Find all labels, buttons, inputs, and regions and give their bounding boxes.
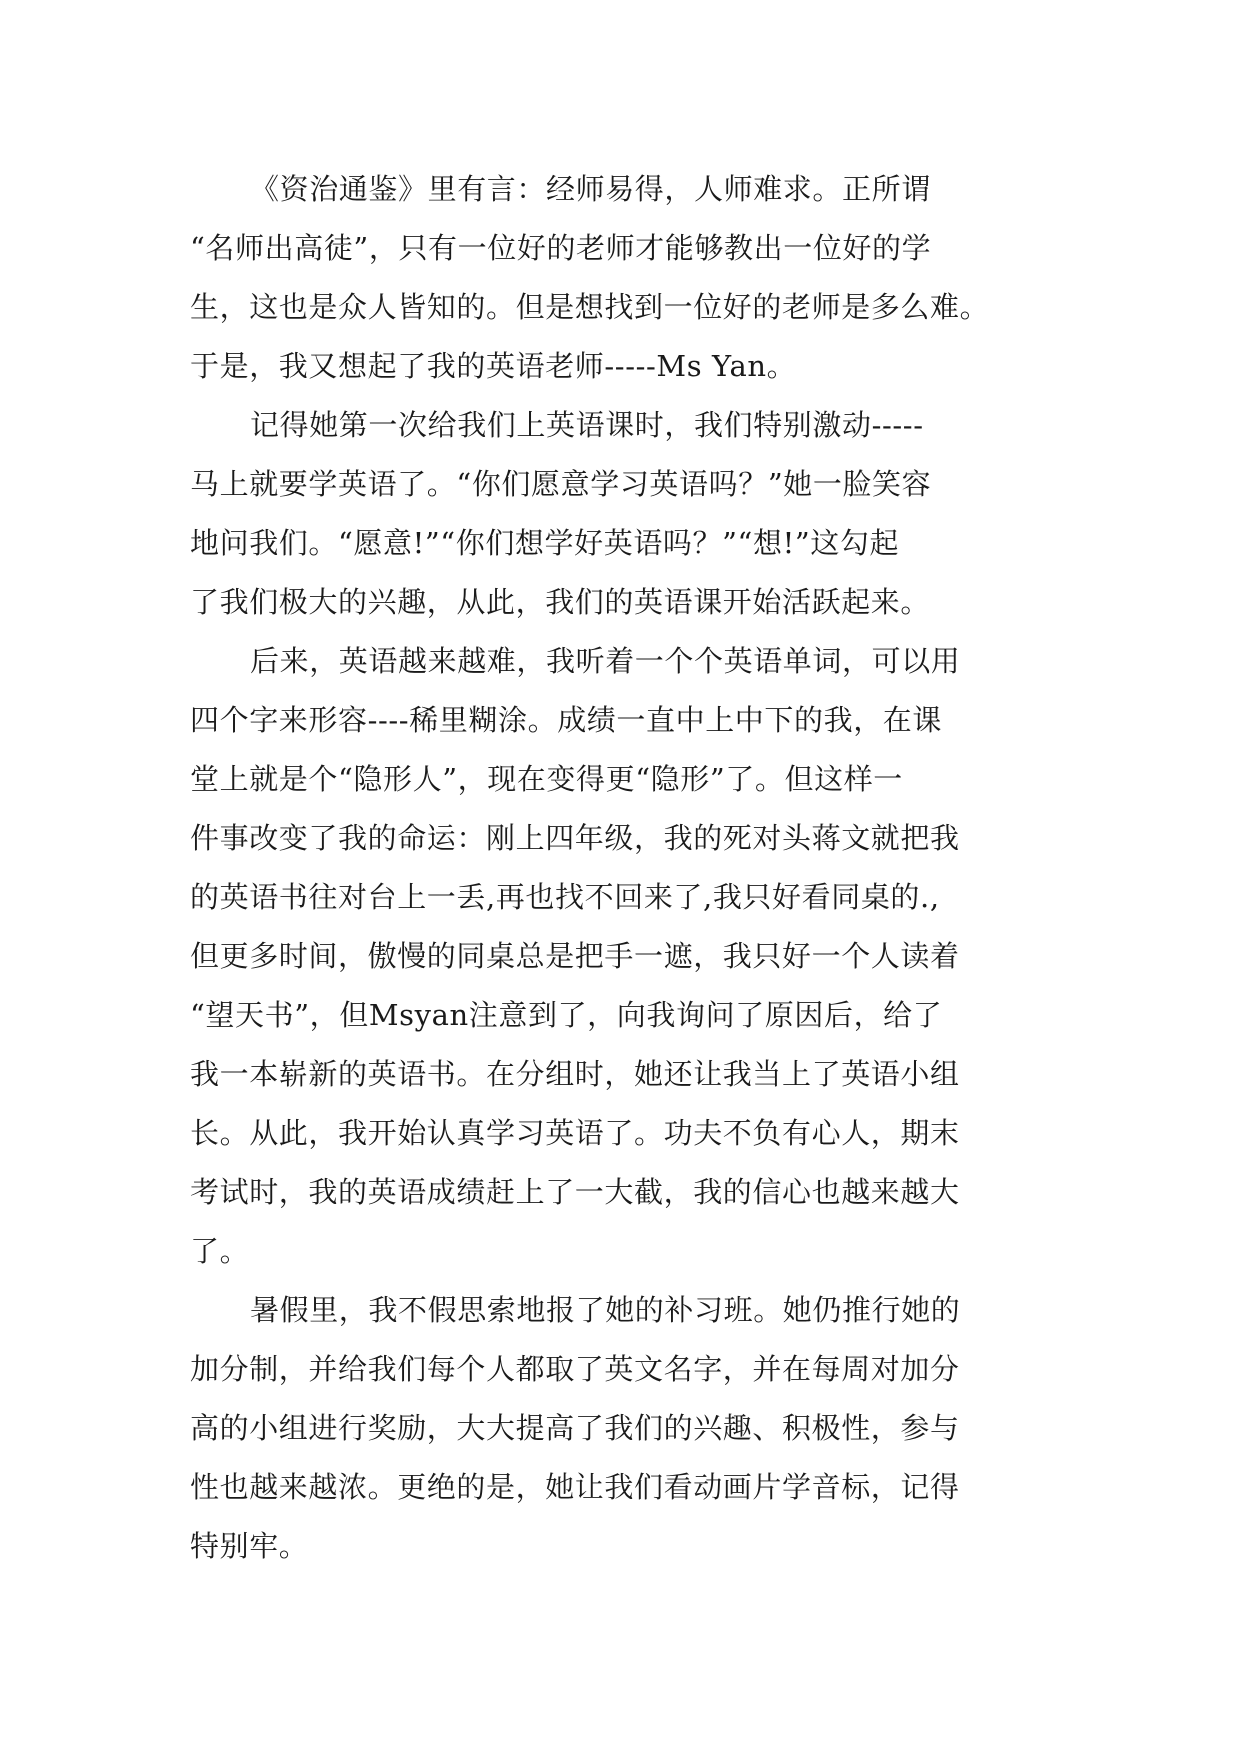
text-line: 加分制，并给我们每个人都取了英文名字，并在每周对加分 (190, 1352, 960, 1386)
text-line: 生，这也是众人皆知的。但是想找到一位好的老师是多么难。 (190, 290, 990, 324)
text-line: 件事改变了我的命运：刚上四年级，我的死对头蒋文就把我 (190, 821, 960, 855)
paragraph-4 (190, 1281, 1050, 1576)
paragraph-1 (190, 160, 1050, 396)
text-line: 四个字来形容----稀里糊涂。成绩一直中上中下的我，在课 (190, 703, 942, 737)
text-line: 我一本崭新的英语书。在分组时，她还让我当上了英语小组 (190, 1057, 960, 1091)
text-line: “望天书”，但Msyan注意到了，向我询问了原因后，给了 (190, 998, 943, 1032)
document-body (190, 160, 1050, 1576)
text-line: 特别牢。 (190, 1529, 309, 1563)
text-line: 暑假里，我不假思索地报了她的补习班。她仍推行她的 (250, 1293, 961, 1327)
text-line: 了我们极大的兴趣，从此，我们的英语课开始活跃起来。 (190, 585, 931, 619)
text-line: 考试时，我的英语成绩赶上了一大截，我的信心也越来越大 (190, 1175, 960, 1209)
text-line: 记得她第一次给我们上英语课时，我们特别激动----- (250, 408, 924, 442)
text-line: “名师出高徒”，只有一位好的老师才能够教出一位好的学 (190, 231, 932, 265)
text-line: 于是，我又想起了我的英语老师-----Ms Yan。 (190, 349, 797, 383)
text-line: 堂上就是个“隐形人”，现在变得更“隐形”了。但这样一 (190, 762, 903, 796)
paragraph-3 (190, 632, 1050, 1281)
text-line: 了。 (190, 1234, 250, 1268)
text-line: 长。从此，我开始认真学习英语了。功夫不负有心人，期末 (190, 1116, 960, 1150)
text-line: 但更多时间，傲慢的同桌总是把手一遮，我只好一个人读着 (190, 939, 960, 973)
text-line: 《资治通鉴》里有言：经师易得，人师难求。正所谓 (250, 172, 931, 206)
text-line: 地问我们。“愿意!”“你们想学好英语吗？”“想!”这勾起 (190, 526, 900, 560)
text-line: 性也越来越浓。更绝的是，她让我们看动画片学音标，记得 (190, 1470, 960, 1504)
text-line: 的英语书往对台上一丢,再也找不回来了,我只好看同桌的., (190, 880, 940, 914)
paragraph-2 (190, 396, 1050, 632)
text-line: 马上就要学英语了。“你们愿意学习英语吗？”她一脸笑容 (190, 467, 932, 501)
text-line: 后来，英语越来越难，我听着一个个英语单词，可以用 (250, 644, 961, 678)
text-line: 高的小组进行奖励，大大提高了我们的兴趣、积极性，参与 (190, 1411, 960, 1445)
